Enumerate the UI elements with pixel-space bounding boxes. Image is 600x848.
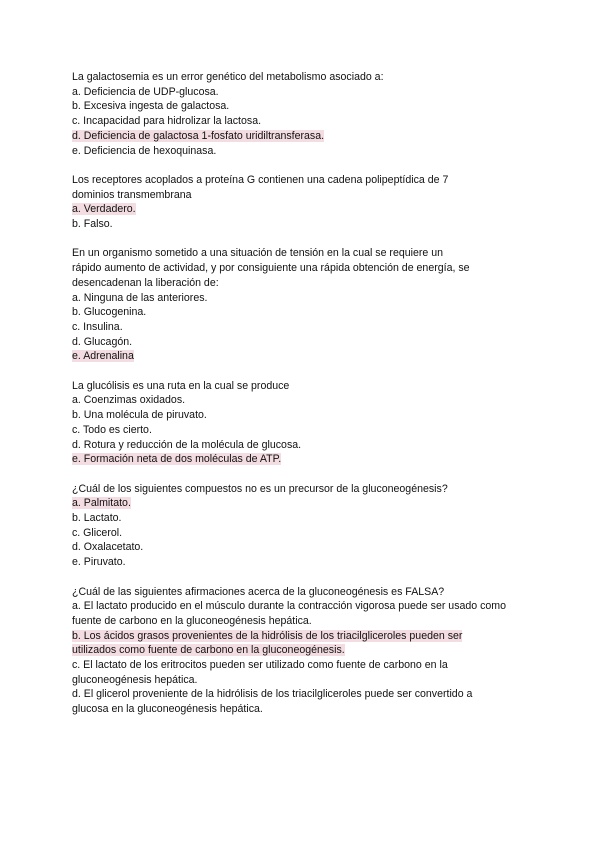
answer-option — [72, 423, 540, 438]
answer-option — [72, 658, 540, 687]
highlighted-answer-text: e. Adrenalina — [72, 350, 134, 363]
answer-option-line — [72, 526, 540, 541]
answer-option-line — [72, 393, 540, 408]
question-stem — [72, 173, 540, 202]
question-stem-line: La galactosemia es un error genético del metabolismo asociado a: — [72, 71, 384, 83]
question-stem — [72, 70, 540, 85]
answer-option-line — [72, 85, 540, 100]
answer-option-line — [72, 408, 540, 423]
answer-option-line — [72, 673, 540, 688]
answer-option — [72, 217, 540, 232]
answer-option-line — [72, 335, 540, 350]
answer-text: a. El lactato producido en el músculo durante la contracción vigorosa puede ser usado como — [72, 600, 507, 613]
answer-option — [72, 408, 540, 423]
answer-option — [72, 85, 540, 100]
answer-option-line — [72, 438, 540, 453]
question-block — [72, 173, 540, 232]
answer-text: e. Deficiencia de hexoquinasa. — [72, 144, 217, 157]
answer-text: a. Coenzimas oxidados. — [72, 394, 186, 407]
answer-text: c. Insulina. — [72, 320, 123, 333]
answer-option-line — [72, 349, 540, 364]
question-stem — [72, 585, 540, 600]
answer-text: b. Lactato. — [72, 512, 122, 525]
question-stem-line: La glucólisis es una ruta en la cual se produce — [72, 379, 290, 392]
answer-text: d. El glicerol proveniente de la hidrólisis de los triacilgliceroles puede ser convertido a — [72, 688, 473, 701]
answer-option-line — [72, 99, 540, 114]
question-stem-line: dominios transmembrana — [72, 188, 192, 201]
answer-option-line — [72, 423, 540, 438]
answer-option — [72, 526, 540, 541]
answer-text: b. Falso. — [72, 218, 113, 231]
question-list — [72, 70, 540, 717]
answer-option — [72, 393, 540, 408]
highlighted-answer-text: d. Deficiencia de galactosa 1-fosfato uridiltransferasa. — [72, 129, 325, 142]
answer-option-line — [72, 702, 540, 717]
answer-text: c. Todo es cierto. — [72, 423, 152, 436]
answer-text: e. Piruvato. — [72, 556, 126, 569]
answer-option-line — [72, 452, 540, 467]
answer-option-line — [72, 511, 540, 526]
answer-text: b. Excesiva ingesta de galactosa. — [72, 100, 230, 113]
answer-option — [72, 99, 540, 114]
answer-option-line — [72, 129, 540, 144]
answer-option — [72, 687, 540, 716]
answer-option-line — [72, 629, 540, 644]
question-stem-line: rápido aumento de actividad, y por consiguiente una rápida obtención de energía, se — [72, 262, 470, 275]
answer-option-line — [72, 658, 540, 673]
question-stem-line: desencadenan la liberación de: — [72, 276, 219, 289]
answer-text: c. El lactato de los eritrocitos pueden ser utilizado como fuente de carbono en la — [72, 659, 448, 672]
answer-option-line — [72, 599, 540, 614]
answer-text: fuente de carbono en la gluconeogénesis hepática. — [72, 614, 312, 627]
answer-option-line — [72, 555, 540, 570]
answer-text: d. Rotura y reducción de la molécula de glucosa. — [72, 438, 302, 451]
question-block — [72, 379, 540, 467]
answer-option — [72, 291, 540, 306]
answer-option-line — [72, 496, 540, 511]
answer-option-line — [72, 291, 540, 306]
answer-option — [72, 555, 540, 570]
answer-option-line — [72, 305, 540, 320]
question-stem — [72, 246, 540, 290]
answer-option — [72, 114, 540, 129]
answer-option — [72, 144, 540, 159]
answer-option — [72, 320, 540, 335]
highlighted-answer-text: e. Formación neta de dos moléculas de ATP. — [72, 453, 282, 466]
answer-option — [72, 599, 540, 628]
answer-option-highlighted — [72, 202, 540, 217]
answer-option — [72, 511, 540, 526]
question-stem-line: ¿Cuál de los siguientes compuestos no es un precursor de la gluconeogénesis? — [72, 482, 448, 495]
answer-option-highlighted — [72, 129, 540, 144]
answer-text: c. Incapacidad para hidrolizar la lactosa. — [72, 115, 262, 128]
highlighted-answer-text: a. Palmitato. — [72, 497, 131, 510]
question-block — [72, 482, 540, 570]
answer-option — [72, 438, 540, 453]
answer-text: a. Deficiencia de UDP-glucosa. — [72, 85, 219, 98]
answer-text: c. Glicerol. — [72, 526, 123, 539]
answer-text: b. Una molécula de piruvato. — [72, 409, 207, 422]
highlighted-answer-text: utilizados como fuente de carbono en la gluconeogénesis. — [72, 644, 345, 657]
question-block — [72, 246, 540, 364]
answer-option-highlighted — [72, 496, 540, 511]
answer-option-line — [72, 144, 540, 159]
answer-option-line — [72, 217, 540, 232]
answer-option-line — [72, 540, 540, 555]
answer-text: d. Oxalacetato. — [72, 541, 144, 554]
question-stem-line: Los receptores acoplados a proteína G contienen una cadena polipeptídica de 7 — [72, 173, 449, 186]
question-block — [72, 70, 540, 158]
answer-option-line — [72, 614, 540, 629]
answer-text: glucosa en la gluconeogénesis hepática. — [72, 703, 263, 716]
answer-option — [72, 335, 540, 350]
answer-option-highlighted — [72, 349, 540, 364]
answer-option — [72, 305, 540, 320]
answer-option — [72, 540, 540, 555]
answer-text: b. Glucogenina. — [72, 306, 147, 319]
answer-option-line — [72, 114, 540, 129]
answer-text: gluconeogénesis hepática. — [72, 673, 198, 686]
answer-text: a. Ninguna de las anteriores. — [72, 291, 208, 304]
question-stem-line: ¿Cuál de las siguientes afirmaciones acerca de la gluconeogénesis es FALSA? — [72, 585, 445, 598]
question-stem-line: En un organismo sometido a una situación de tensión en la cual se requiere un — [72, 247, 444, 260]
answer-option-line — [72, 643, 540, 658]
question-block — [72, 585, 540, 717]
question-stem — [72, 379, 540, 394]
highlighted-answer-text: a. Verdadero. — [72, 203, 136, 216]
answer-option-line — [72, 320, 540, 335]
answer-option-highlighted — [72, 452, 540, 467]
question-stem — [72, 482, 540, 497]
answer-option-line — [72, 202, 540, 217]
highlighted-answer-text: b. Los ácidos grasos provenientes de la hidrólisis de los triacilgliceroles pueden ser — [72, 629, 463, 642]
answer-option-line — [72, 687, 540, 702]
answer-option-highlighted — [72, 629, 540, 658]
answer-text: d. Glucagón. — [72, 335, 133, 348]
